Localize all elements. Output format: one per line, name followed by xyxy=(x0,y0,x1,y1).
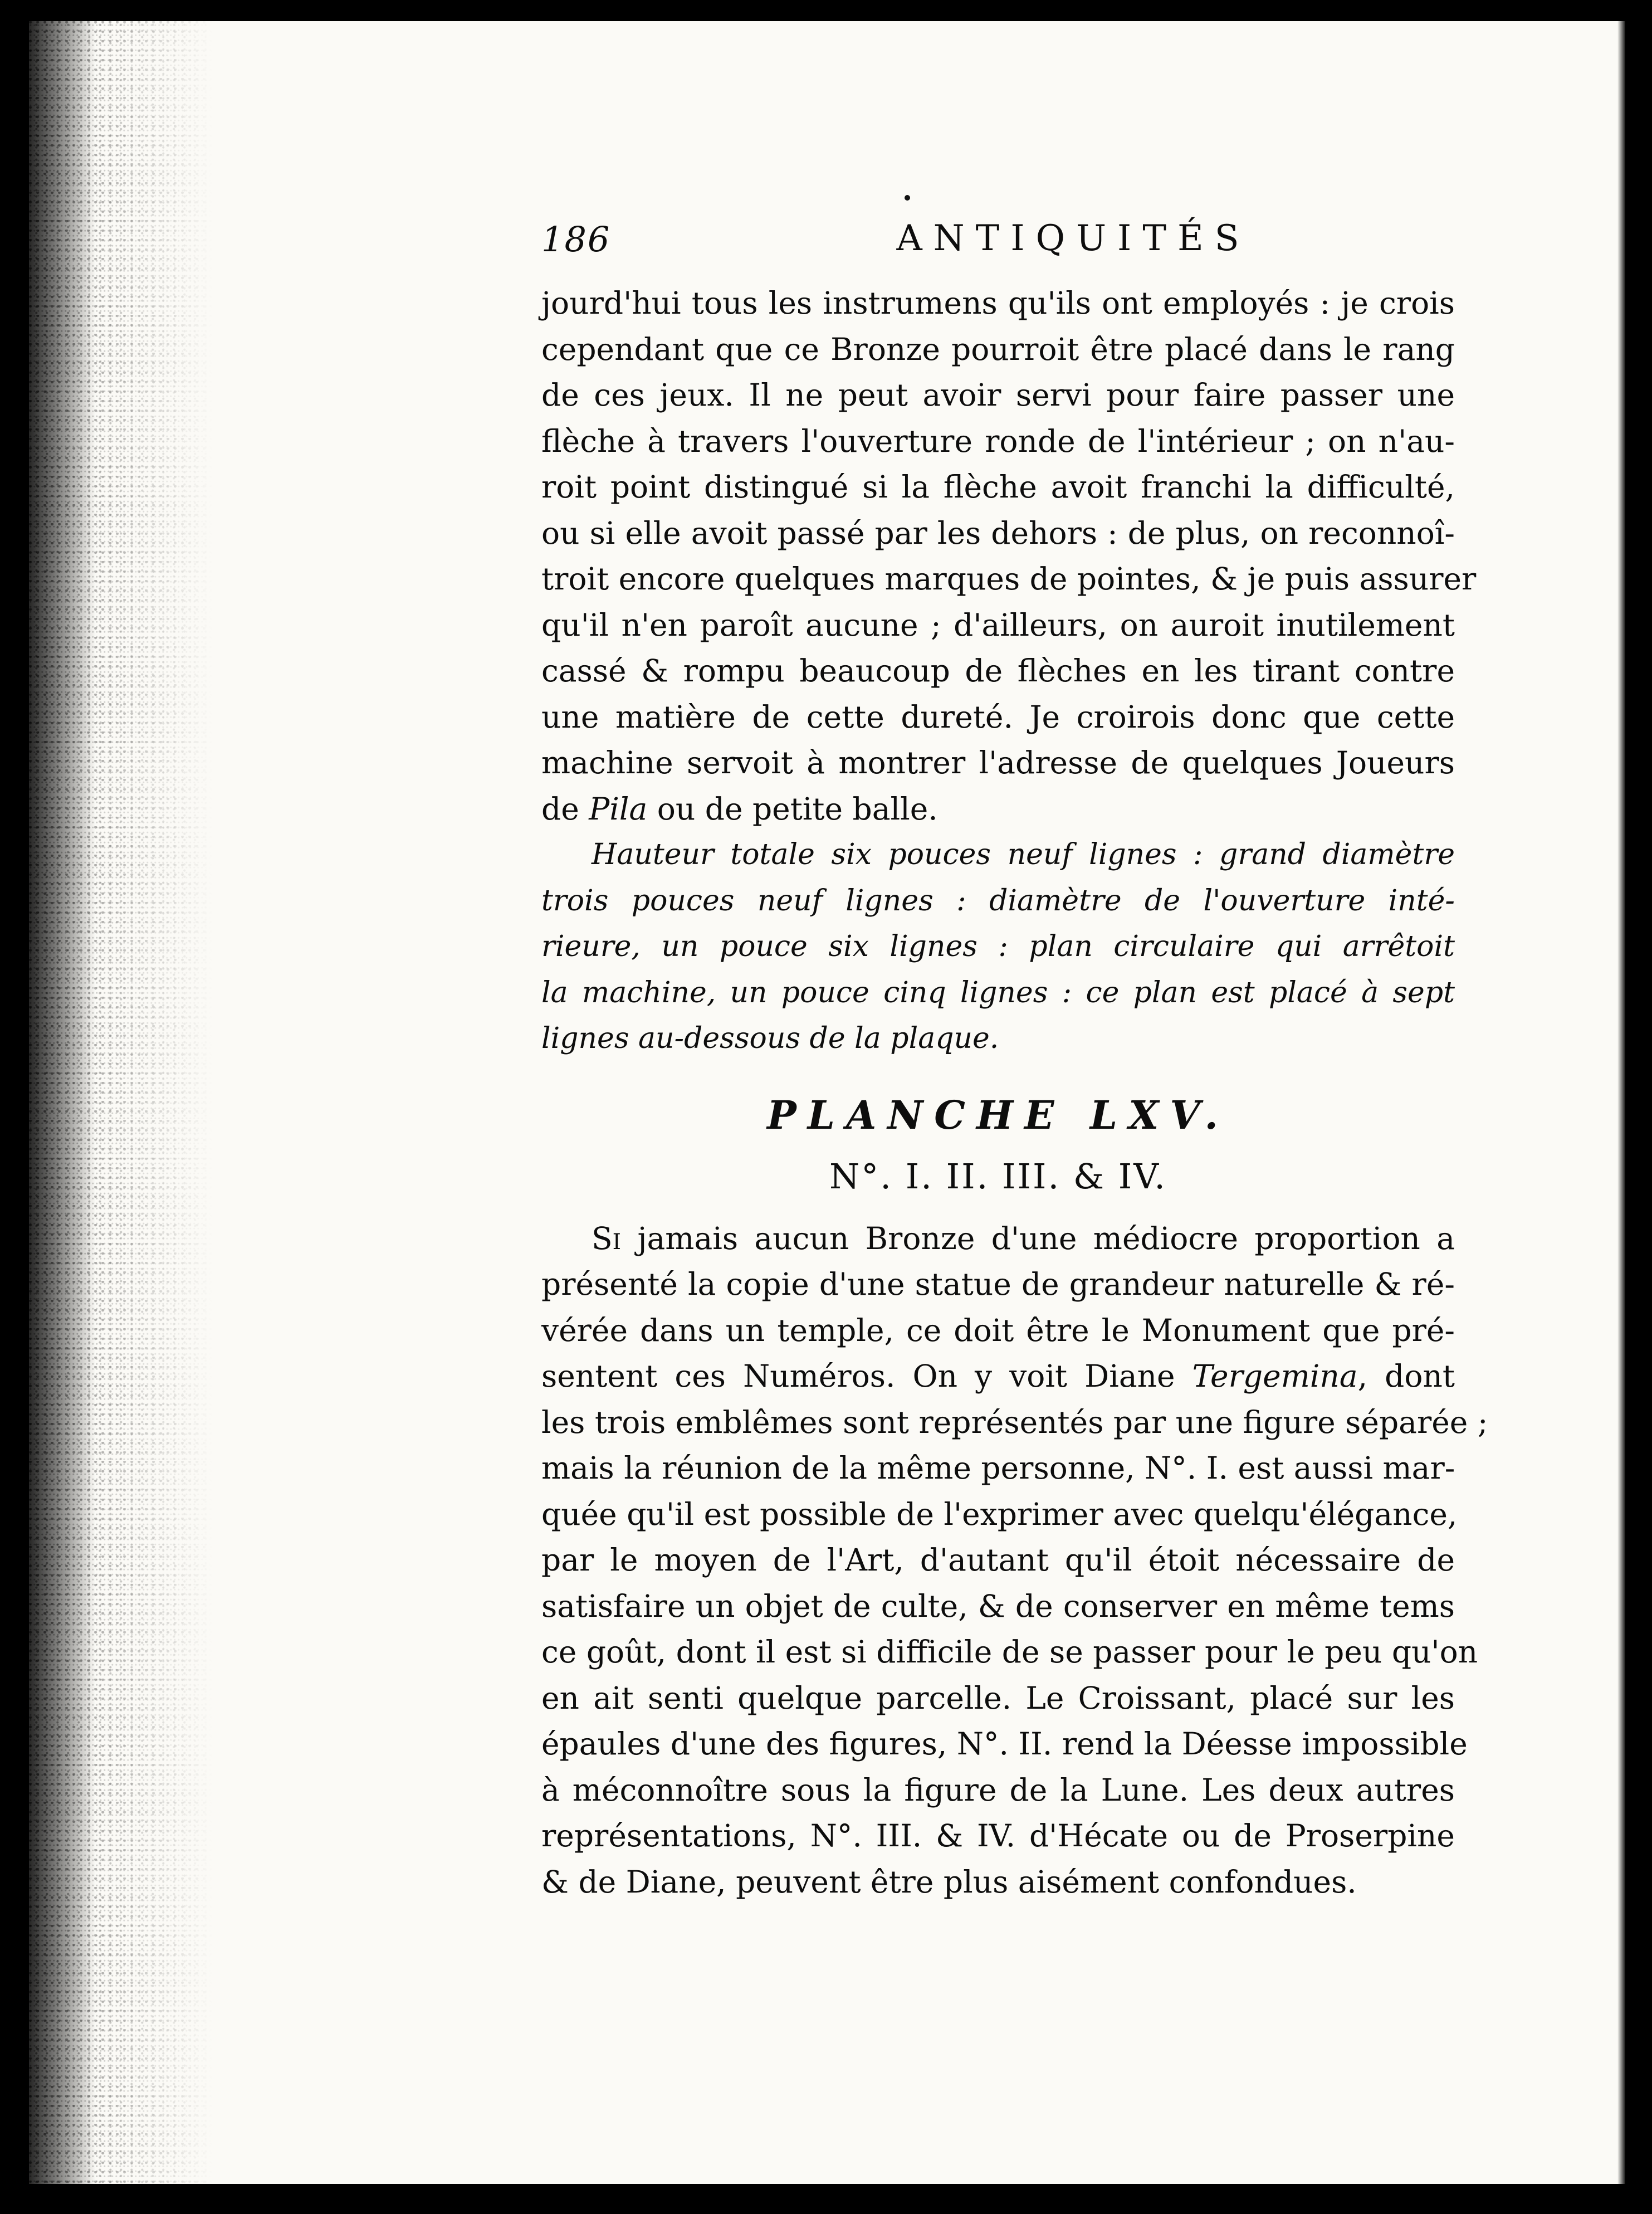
text-line: machine servoit à montrer l'adresse de quelques Joueurs xyxy=(541,745,1455,781)
page-header xyxy=(541,213,1455,280)
text-line: lignes au-dessous de la plaque. xyxy=(541,1022,999,1055)
plate-numbers: N°. I. II. III. & IV. xyxy=(829,1155,1167,1197)
gutter-shadow xyxy=(29,21,96,2184)
italic-term-pila: Pila xyxy=(589,791,648,827)
text-line: ce goût, dont il est si difficile de se passer pour le peu qu'on xyxy=(541,1634,1478,1670)
text-line: quée qu'il est possible de l'exprimer avec quelqu'élégance, xyxy=(541,1496,1458,1532)
text-line: représentations, N°. III. & IV. d'Hécate ou de Proserpine xyxy=(541,1818,1455,1854)
text-line: Hauteur totale six pouces neuf lignes : grand diamètre xyxy=(592,838,1455,871)
text-line: roit point distingué si la flèche avoit franchi la difficulté, xyxy=(541,469,1455,505)
page-number: 186 xyxy=(541,219,611,260)
italic-term-tergemina: Tergemina xyxy=(1192,1358,1358,1394)
text-line: cassé & rompu beaucoup de flèches en les tirant contre xyxy=(541,653,1455,689)
text-fragment: sentent ces Numéros. On y voit Diane xyxy=(541,1358,1175,1394)
text-line: une matière de cette dureté. Je croirois donc que cette xyxy=(541,699,1455,735)
text-line: vérée dans un temple, ce doit être le Monument que pré- xyxy=(541,1312,1455,1348)
text-fragment: de xyxy=(541,791,579,827)
text-line: cependant que ce Bronze pourroit être placé dans le rang xyxy=(541,331,1455,367)
book-page xyxy=(29,21,1625,2184)
text-line: de ces jeux. Il ne peut avoir servi pour faire passer une xyxy=(541,377,1455,413)
text-line: par le moyen de l'Art, d'autant qu'il étoit nécessaire de xyxy=(541,1542,1455,1578)
text-line: qu'il n'en paroît aucune ; d'ailleurs, on auroit inutilement xyxy=(541,607,1455,643)
text-line xyxy=(541,1353,1455,1399)
text-line: les trois emblêmes sont représentés par une figure séparée ; xyxy=(541,1404,1488,1440)
text-line: trois pouces neuf lignes : diamètre de l'ouverture inté- xyxy=(541,884,1455,918)
text-fragment: jamais aucun Bronze d'une médiocre proportion a xyxy=(621,1220,1455,1256)
text-line: à méconnoître sous la figure de la Lune. Les deux autres xyxy=(541,1772,1455,1808)
text-line: jourd'hui tous les instrumens qu'ils ont employés : je crois xyxy=(541,285,1455,321)
text-line: présenté la copie d'une statue de grandeur naturelle & ré- xyxy=(541,1266,1455,1302)
text-line: rieure, un pouce six lignes : plan circulaire qui arrêtoit xyxy=(541,930,1455,963)
text-line: troit encore quelques marques de pointes, & je puis assurer xyxy=(541,561,1477,597)
text-fragment: ou de petite balle. xyxy=(647,791,938,827)
text-fragment: , dont xyxy=(1357,1358,1455,1394)
paragraph-2 xyxy=(541,1216,1488,1905)
running-title: ANTIQUITÉS xyxy=(896,218,1250,259)
dimensions-note xyxy=(541,832,1455,1062)
text-line: flèche à travers l'ouverture ronde de l'intérieur ; on n'au- xyxy=(541,423,1455,459)
page-edge-shadow xyxy=(1617,21,1625,2184)
opening-word: Si xyxy=(592,1220,622,1256)
text-line: satisfaire un objet de culte, & de conserver en même tems xyxy=(541,1588,1455,1624)
text-line: la machine, un pouce cinq lignes : ce plan est placé à sept xyxy=(541,976,1455,1010)
text-line xyxy=(541,786,1455,832)
text-line: mais la réunion de la même personne, N°. I. est aussi mar- xyxy=(541,1450,1455,1486)
plate-title: PLANCHE LXV. xyxy=(767,1091,1229,1138)
text-line: ou si elle avoit passé par les dehors : de plus, on reconnoî- xyxy=(541,515,1455,551)
paragraph-1 xyxy=(541,280,1477,832)
text-line: épaules d'une des figures, N°. II. rend la Déesse impossible xyxy=(541,1726,1468,1762)
text-line: en ait senti quelque parcelle. Le Croissant, placé sur les xyxy=(541,1680,1455,1716)
text-block xyxy=(541,155,1488,1905)
text-line xyxy=(541,1216,1455,1262)
text-line: & de Diane, peuvent être plus aisément confondues. xyxy=(541,1864,1357,1900)
